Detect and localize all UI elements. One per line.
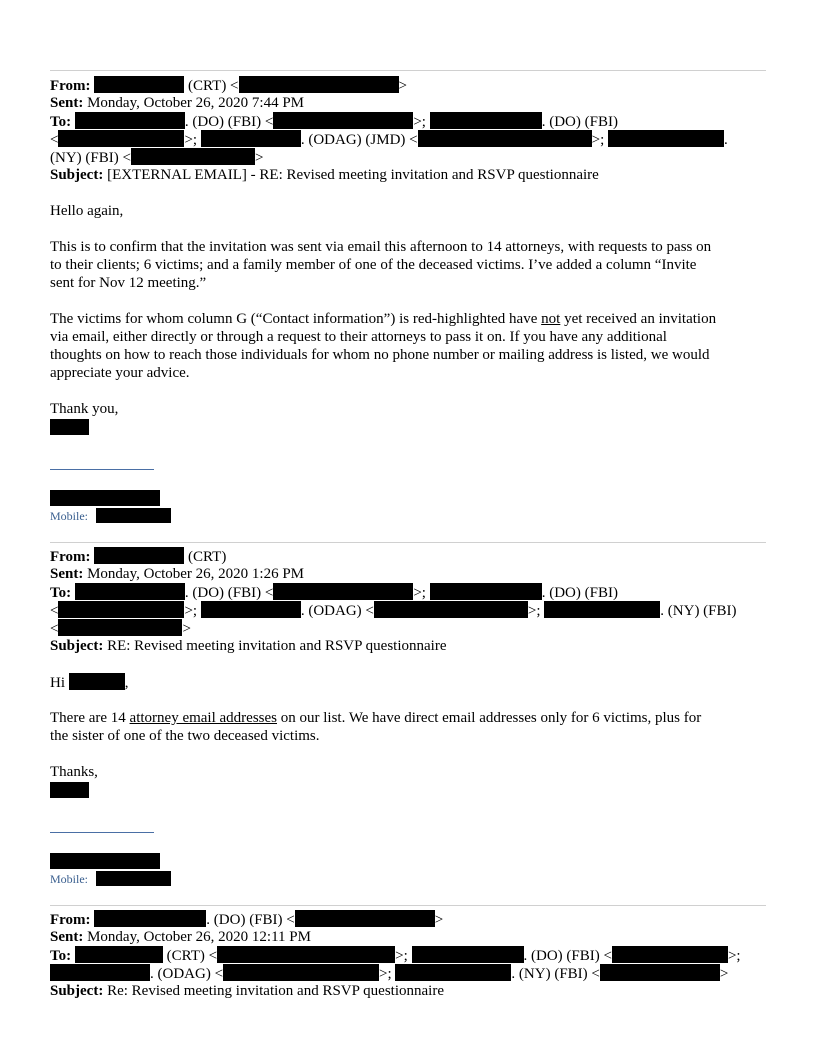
redaction-block	[418, 130, 592, 147]
redaction-block	[50, 964, 150, 981]
to-text: <	[50, 132, 59, 148]
to-text: >;	[413, 585, 426, 601]
redaction-block	[75, 583, 185, 600]
redaction-block	[295, 910, 435, 927]
redaction-block	[223, 964, 379, 981]
to-text: >;	[395, 948, 408, 964]
to-text: >;	[413, 114, 426, 130]
email2-mobile-line	[50, 871, 88, 887]
sent-label: Sent:	[50, 566, 84, 582]
sent-value: Monday, October 26, 2020 7:44 PM	[87, 95, 305, 111]
email1-body-line: appreciate your advice.	[50, 365, 190, 381]
email1-body-line: sent for Nov 12 meeting.”	[50, 275, 207, 291]
to-text: . (ODAG) <	[150, 966, 224, 982]
to-text: . (ODAG) <	[300, 603, 374, 619]
subject-label: Subject:	[50, 983, 104, 999]
underlined-text: not	[541, 311, 561, 327]
email1-subject-line	[50, 166, 599, 184]
email1-from-line	[50, 76, 407, 95]
from-text: . (DO) (FBI) <	[206, 912, 295, 928]
redaction-block	[131, 148, 255, 165]
signature-redaction	[50, 490, 160, 506]
email3-from-line	[50, 910, 443, 929]
email1-mobile-line	[50, 508, 88, 524]
redaction-block	[75, 946, 163, 963]
from-text: >	[434, 912, 444, 928]
email2-subject-line	[50, 637, 446, 655]
email2-from-line	[50, 547, 226, 566]
email2-sent-line	[50, 565, 304, 583]
redaction-block	[94, 76, 184, 93]
to-text: >;	[591, 132, 605, 148]
signature-divider	[50, 469, 154, 470]
redaction-block	[374, 601, 528, 618]
email1-to-line-1	[50, 112, 618, 131]
email-separator	[50, 905, 766, 906]
to-text: . (DO) (FBI) <	[184, 585, 274, 601]
redaction-block	[273, 583, 413, 600]
redaction-block	[58, 601, 184, 618]
mobile-redaction	[96, 508, 171, 523]
redaction-block	[430, 583, 542, 600]
to-text: . (NY) (FBI)	[660, 603, 737, 619]
redaction-block	[544, 601, 660, 618]
mobile-label: Mobile:	[50, 872, 88, 886]
redaction-block	[58, 130, 184, 147]
to-label: To:	[50, 948, 72, 964]
subject-label: Subject:	[50, 638, 104, 654]
subject-value: [EXTERNAL EMAIL] - RE: Revised meeting invitation and RSVP questionnaire	[107, 167, 599, 183]
to-text: . (ODAG) (JMD) <	[300, 132, 418, 148]
redaction-block	[75, 112, 185, 129]
underlined-text: attorney email addresses	[129, 710, 277, 726]
email1-body-line: to their clients; 6 victims; and a family member of one of the deceased victims. I’ve added a column “Invite	[50, 257, 697, 273]
email1-body-line: via email, either directly or through a request to their attorneys to pass it on. If you have any additional	[50, 329, 667, 345]
to-text: <	[50, 621, 59, 637]
from-text: (CRT) <	[188, 78, 239, 94]
to-text: >	[719, 966, 729, 982]
email2-to-line-2	[50, 601, 737, 620]
to-text: (CRT) <	[166, 948, 218, 964]
sent-label: Sent:	[50, 929, 84, 945]
sent-value: Monday, October 26, 2020 1:26 PM	[87, 566, 305, 582]
redaction-block	[239, 76, 399, 93]
to-text: >;	[727, 948, 741, 964]
email1-body-line	[50, 310, 716, 328]
signature-redaction	[50, 782, 89, 798]
sent-value: Monday, October 26, 2020 12:11 PM	[87, 929, 311, 945]
to-label: To:	[50, 114, 72, 130]
email1-to-line-2	[50, 130, 728, 149]
from-label: From:	[50, 78, 91, 94]
redaction-block	[273, 112, 413, 129]
email3-to-line-2	[50, 964, 728, 983]
redaction-block	[201, 130, 301, 147]
from-label: From:	[50, 912, 91, 928]
redaction-block	[612, 946, 728, 963]
redaction-block	[608, 130, 724, 147]
email2-to-line-3	[50, 619, 191, 638]
to-text: . (DO) (FBI)	[541, 585, 618, 601]
body-text: There are 14	[50, 710, 130, 726]
email2-body-line: the sister of one of the two deceased victims.	[50, 728, 320, 744]
email2-body-line	[50, 709, 701, 727]
email3-subject-line	[50, 982, 444, 1000]
email1-closing: Thank you,	[50, 401, 119, 417]
redaction-block	[69, 673, 125, 690]
greeting-text: Hi	[50, 675, 65, 691]
email-separator	[50, 70, 766, 71]
email2-closing: Thanks,	[50, 764, 98, 780]
body-text: yet received an invitation	[560, 311, 717, 327]
from-label: From:	[50, 549, 91, 565]
from-text: >	[398, 78, 407, 94]
to-text: . (DO) (FBI)	[541, 114, 618, 130]
email2-greeting	[50, 673, 129, 692]
to-text: >;	[379, 966, 392, 982]
body-text: The victims for whom column G (“Contact information”) is red-highlighted have	[50, 311, 542, 327]
to-text: >;	[184, 603, 198, 619]
to-text: >	[182, 621, 191, 637]
email2-to-line-1	[50, 583, 618, 602]
redaction-block	[412, 946, 524, 963]
subject-label: Subject:	[50, 167, 104, 183]
redaction-block	[395, 964, 511, 981]
subject-value: Re: Revised meeting invitation and RSVP questionnaire	[107, 983, 444, 999]
subject-value: RE: Revised meeting invitation and RSVP questionnaire	[107, 638, 447, 654]
signature-redaction	[50, 853, 160, 869]
to-text: . (NY) (FBI) <	[511, 966, 600, 982]
to-text: >;	[184, 132, 198, 148]
redaction-block	[600, 964, 720, 981]
mobile-label: Mobile:	[50, 509, 88, 523]
signature-redaction	[50, 419, 89, 435]
redaction-block	[94, 910, 206, 927]
body-text: on our list. We have direct email addresses only for 6 victims, plus for	[277, 710, 702, 726]
mobile-redaction	[96, 871, 171, 886]
from-text: (CRT)	[188, 549, 227, 565]
email3-to-line-1	[50, 946, 741, 965]
to-text: (NY) (FBI) <	[50, 150, 131, 166]
email3-sent-line	[50, 928, 311, 946]
redaction-block	[217, 946, 395, 963]
signature-divider	[50, 832, 154, 833]
to-text: . (DO) (FBI) <	[184, 114, 274, 130]
redaction-block	[58, 619, 182, 636]
to-text: .	[724, 132, 728, 148]
redaction-block	[94, 547, 184, 564]
redaction-block	[201, 601, 301, 618]
email1-body-line: This is to confirm that the invitation was sent via email this afternoon to 14 attorneys, with requests to pass on	[50, 239, 712, 255]
greeting-text: ,	[124, 675, 129, 691]
to-text: <	[50, 603, 59, 619]
to-label: To:	[50, 585, 72, 601]
email1-greeting: Hello again,	[50, 203, 124, 219]
email1-sent-line	[50, 94, 304, 112]
redaction-block	[430, 112, 542, 129]
email-separator	[50, 542, 766, 543]
email1-to-line-3	[50, 148, 263, 167]
to-text: >	[254, 150, 264, 166]
to-text: >;	[527, 603, 541, 619]
to-text: . (DO) (FBI) <	[523, 948, 612, 964]
email1-body-line: thoughts on how to reach those individuals for whom no phone number or mailing address is listed, we would	[50, 347, 710, 363]
sent-label: Sent:	[50, 95, 84, 111]
